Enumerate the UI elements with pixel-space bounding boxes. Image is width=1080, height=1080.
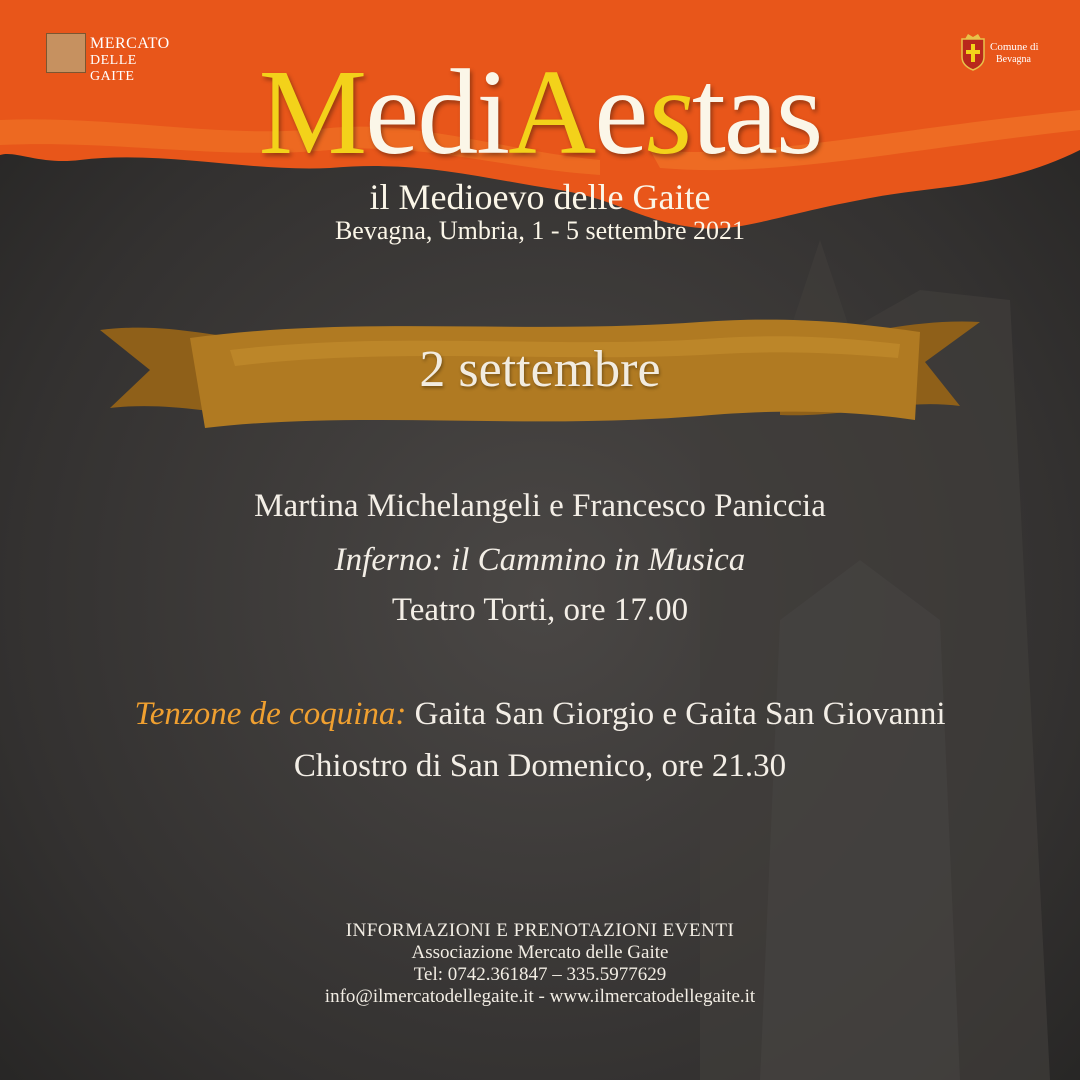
event-venue-time: Teatro Torti, ore 17.00 xyxy=(391,592,689,628)
footer-association: Associazione Mercato delle Gaite xyxy=(411,942,669,963)
ribbon-date-label: 2 settembre xyxy=(419,341,661,398)
logo-right-line1: Comune di xyxy=(990,41,1039,53)
event-tenzone-venue-time: Chiostro di San Domenico, ore 21.30 xyxy=(293,748,787,784)
title-part: e xyxy=(594,45,647,180)
dateline: Bevagna, Umbria, 1 - 5 settembre 2021 xyxy=(334,216,746,245)
title-part: s xyxy=(646,45,692,180)
footer-contacts: info@ilmercatodellegaite.it - www.ilmercatodellegaite.it xyxy=(324,986,756,1007)
title-part: M xyxy=(258,45,366,180)
footer-heading: INFORMAZIONI E PRENOTAZIONI EVENTI xyxy=(345,920,735,941)
subtitle: il Medioevo delle Gaite xyxy=(369,177,711,217)
event-tenzone-label: Tenzone de coquina: xyxy=(134,696,407,732)
logo-left-line1: MERCATO xyxy=(90,35,170,52)
event-performers: Martina Michelangeli e Francesco Paniccia xyxy=(254,488,826,524)
logo-right-line2: Bevagna xyxy=(996,54,1031,65)
title-part: tas xyxy=(691,45,822,180)
event-title: Inferno: il Cammino in Musica xyxy=(334,542,746,578)
title-part: A xyxy=(508,45,595,180)
title-part: edi xyxy=(365,45,509,180)
event-tenzone xyxy=(0,696,1080,733)
event-tenzone-teams: Gaita San Giorgio e Gaita San Giovanni xyxy=(406,696,946,732)
logo-left-line2: DELLE GAITE xyxy=(90,53,137,84)
footer-phone: Tel: 0742.361847 – 335.5977629 xyxy=(413,964,667,985)
